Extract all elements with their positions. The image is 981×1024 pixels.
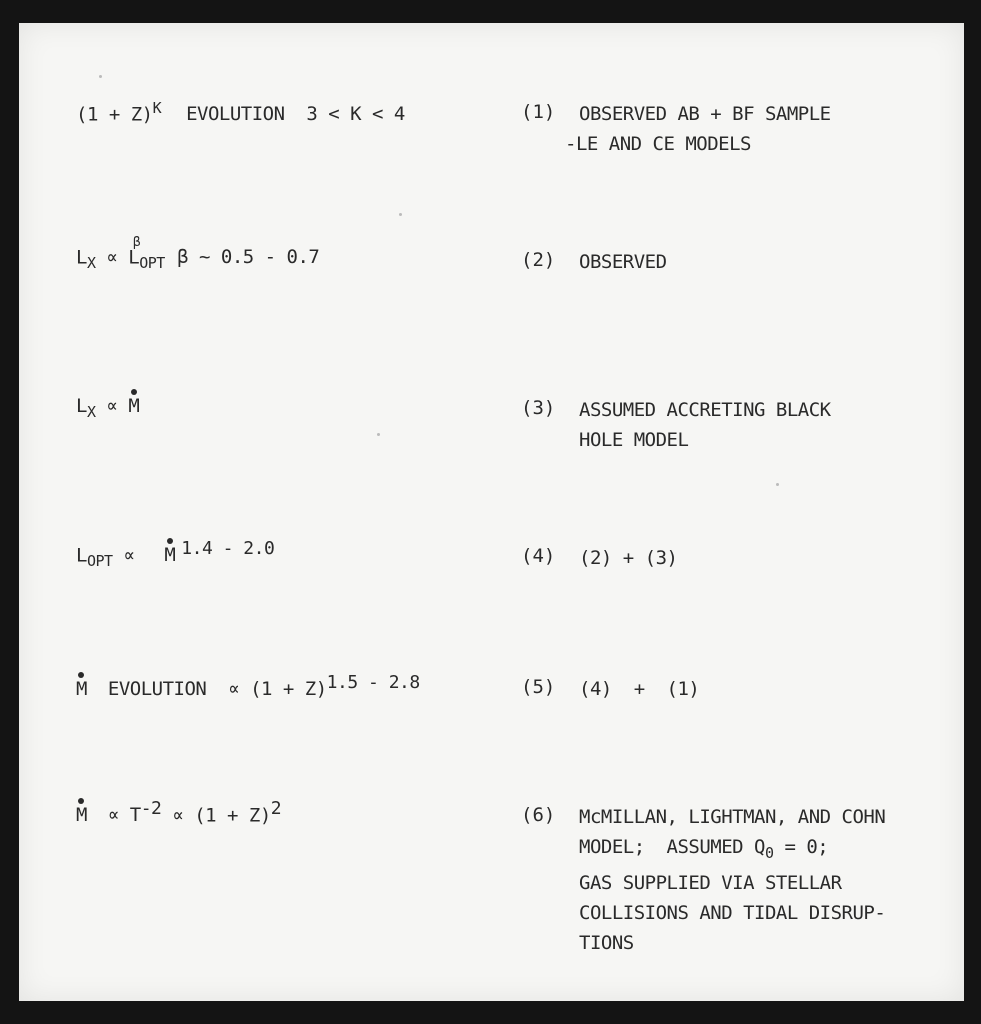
desc5-line1: (4) + (1) [579,678,700,700]
eq6-text-a: ∝ T [96,804,141,827]
eq1-exponent: K [152,99,162,117]
eq4-prop: ∝ [112,544,157,567]
equation-2 [76,235,320,273]
eq6-exponent-a: -2 [140,798,162,819]
row-number-5: (5) [521,676,556,698]
dust-speck [99,75,102,78]
eq2-sub-opt: OPT [139,254,165,273]
eq4-mdot: M [164,544,176,567]
eq1-text: EVOLUTION 3 < K < 4 [186,103,405,126]
desc1-line1: OBSERVED AB + BF SAMPLE [579,103,831,125]
eq2-l: L [76,246,87,269]
equation-6 [76,798,281,826]
desc6-line2-end: = 0; [773,836,829,858]
eq2-sub-x: X [86,254,96,273]
desc6-line4: COLLISIONS AND TIDAL DISRUP- [579,901,886,924]
eq4-sub-opt: OPT [86,552,113,571]
row-number-2: (2) [521,249,556,271]
eq5-text: EVOLUTION ∝ (1 + Z) [96,678,327,701]
eq3-sub-x: X [86,402,96,421]
eq3-prop: ∝ [95,395,129,417]
row-number-6: (6) [521,804,556,826]
desc3-line2: HOLE MODEL [579,429,689,451]
eq6-exponent-b: 2 [270,798,282,819]
description-2 [579,247,667,277]
equation-1 [76,99,405,125]
description-6 [579,802,885,958]
desc2-line1: OBSERVED [579,251,667,273]
row-number-3: (3) [521,397,556,419]
row-number-4: (4) [521,545,556,567]
eq4-exponent: 1.4 - 2.0 [181,538,275,559]
desc6-line2-text: MODEL; ASSUMED Q [579,836,765,858]
eq3-mdot: M [128,395,140,417]
desc3-line1: ASSUMED ACCRETING BLACK [579,399,831,421]
desc6-line5: TIONS [579,931,634,954]
slide [19,23,964,1001]
desc6-line1: McMILLAN, LIGHTMAN, AND COHN [579,806,886,828]
description-3 [579,395,831,455]
description-1 [565,99,831,159]
desc6-line2-sub: 0 [764,843,774,862]
desc6-line2 [579,832,885,868]
eq2-range: β ~ 0.5 - 0.7 [177,246,320,269]
eq5-mdot: M [76,678,87,701]
dust-speck [399,213,402,216]
desc6-line3: GAS SUPPLIED VIA STELLAR [579,871,842,894]
eq6-text-b: ∝ (1 + Z) [161,804,271,827]
eq4-l: L [76,544,87,567]
description-5 [579,674,699,704]
eq6-mdot: M [76,804,87,827]
dust-speck [377,433,380,436]
equation-5 [76,672,420,700]
eq2-prop: ∝ L [95,246,140,269]
eq2-beta: β [132,235,141,250]
eq3-l: L [76,395,87,417]
desc1-line2: -LE AND CE MODELS [565,133,751,155]
equation-4 [76,538,274,570]
equation-3 [76,395,139,421]
row-number-1: (1) [521,101,556,123]
eq1-base: (1 + Z) [76,103,153,126]
dust-speck [776,483,779,486]
eq5-exponent: 1.5 - 2.8 [326,672,420,693]
description-4 [579,543,677,573]
desc4-line1: (2) + (3) [579,547,678,569]
